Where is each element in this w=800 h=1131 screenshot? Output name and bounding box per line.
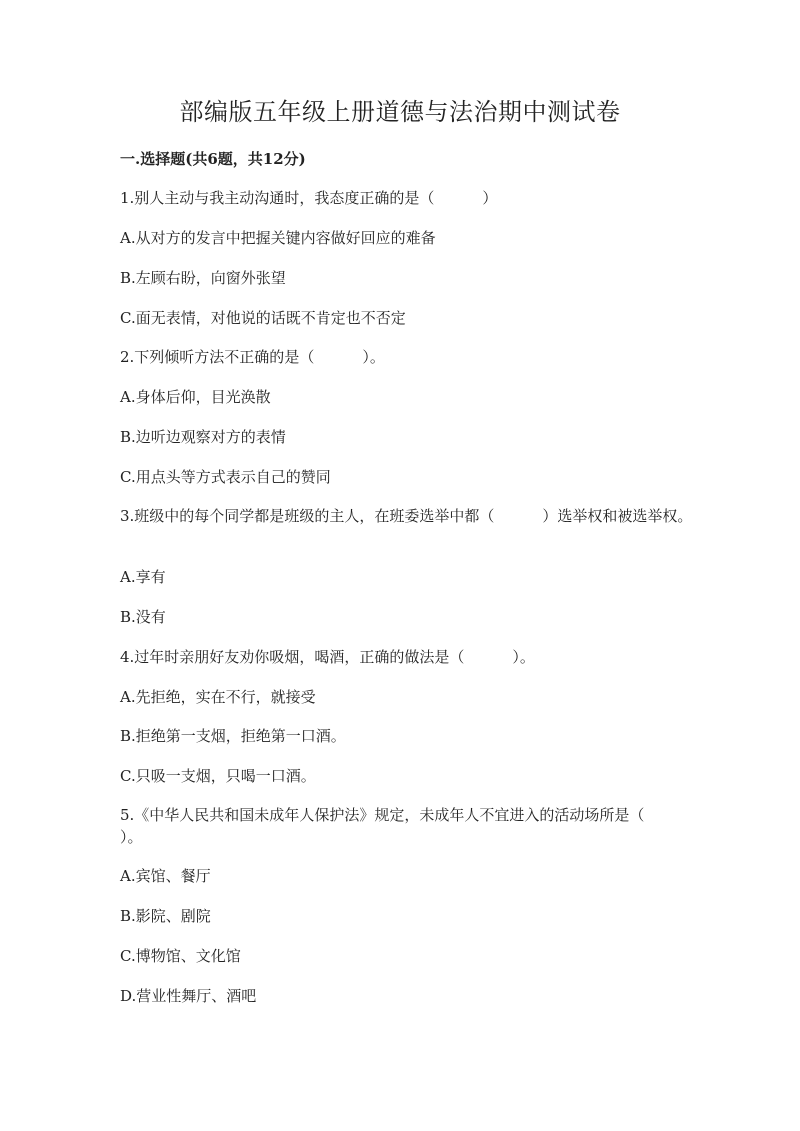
question-3-text: 3.班级中的每个同学都是班级的主人，在班委选举中都（ bbox=[120, 507, 495, 525]
question-5-text-end: ）。 bbox=[120, 828, 143, 846]
question-1-option-b: B.左顾右盼，向窗外张望 bbox=[120, 269, 286, 287]
question-2-option-b: B.边听边观察对方的表情 bbox=[120, 428, 286, 446]
question-2-text-end: ）。 bbox=[362, 348, 385, 366]
question-1-text: 1.别人主动与我主动沟通时，我态度正确的是（ bbox=[120, 189, 435, 207]
question-4-option-b: B.拒绝第一支烟，拒绝第一口酒。 bbox=[120, 727, 346, 745]
question-2-text: 2.下列倾听方法不正确的是（ bbox=[120, 348, 315, 366]
question-5-stem bbox=[120, 804, 695, 848]
question-1-option-c: C.面无表情，对他说的话既不肯定也不否定 bbox=[120, 309, 406, 327]
page-title: 部编版五年级上册道德与法治期中测试卷 bbox=[179, 98, 621, 126]
question-4-option-c: C.只吸一支烟，只喝一口酒。 bbox=[120, 767, 316, 785]
question-2-stem bbox=[120, 346, 695, 368]
question-5-text: 5.《中华人民共和国未成年人保护法》规定，未成年人不宜进入的活动场所是（ bbox=[120, 806, 645, 824]
question-4-option-a: A.先拒绝，实在不行，就接受 bbox=[120, 688, 316, 706]
question-3-option-b: B.没有 bbox=[120, 608, 166, 626]
question-4-text-end: ）。 bbox=[512, 648, 535, 666]
question-4-text: 4.过年时亲朋好友劝你吸烟，喝酒，正确的做法是（ bbox=[120, 648, 465, 666]
question-3-text-end: ）选举权和被选举权。 bbox=[542, 507, 693, 525]
question-1-stem bbox=[120, 187, 695, 209]
question-2-option-a: A.身体后仰，目光涣散 bbox=[120, 388, 271, 406]
question-5-option-d: D.营业性舞厅、酒吧 bbox=[120, 987, 257, 1005]
question-1-option-a: A.从对方的发言中把握关键内容做好回应的难备 bbox=[120, 229, 436, 247]
question-2-option-c: C.用点头等方式表示自己的赞同 bbox=[120, 468, 331, 486]
question-5-option-c: C.博物馆、文化馆 bbox=[120, 947, 241, 965]
question-1-text-end: ） bbox=[482, 189, 498, 207]
section-heading: 一.选择题(共6题，共12分) bbox=[120, 150, 306, 168]
question-3-option-a: A.享有 bbox=[120, 568, 166, 586]
question-4-stem bbox=[120, 646, 695, 668]
question-3-stem bbox=[120, 505, 695, 527]
question-5-option-a: A.宾馆、餐厅 bbox=[120, 867, 211, 885]
question-5-option-b: B.影院、剧院 bbox=[120, 907, 211, 925]
